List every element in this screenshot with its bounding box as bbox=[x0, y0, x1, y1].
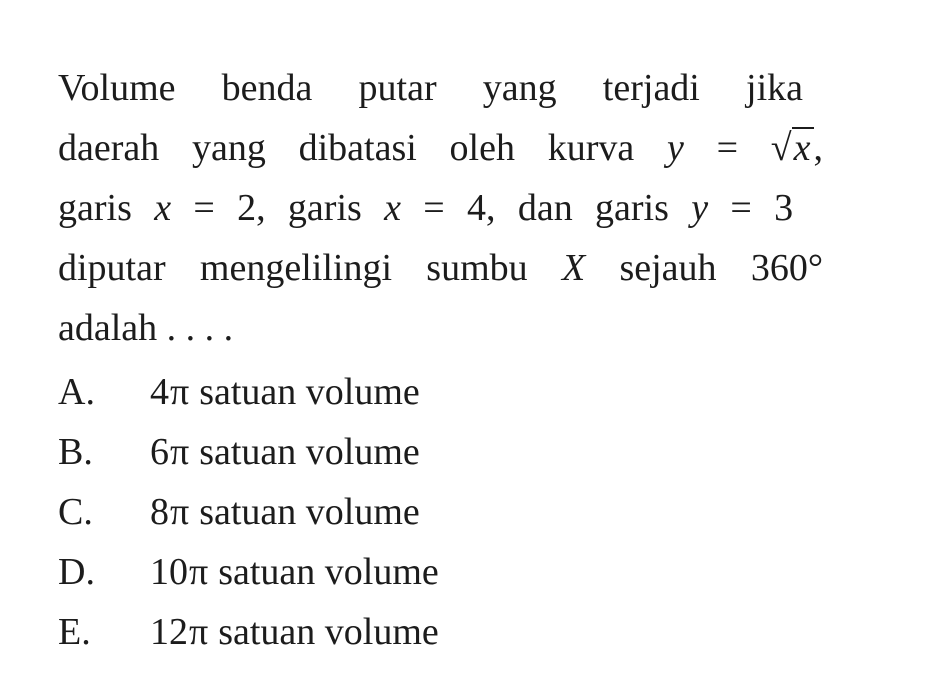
option-coefficient: 4 bbox=[150, 371, 169, 413]
question-line-5: adalah . . . . bbox=[58, 307, 234, 349]
option-b[interactable] bbox=[58, 422, 758, 482]
pi-symbol: π bbox=[189, 611, 209, 653]
question-text bbox=[58, 58, 838, 358]
pi-symbol: π bbox=[170, 431, 190, 473]
equals-sign: = bbox=[716, 127, 739, 169]
option-coefficient: 12 bbox=[150, 611, 188, 653]
option-e[interactable] bbox=[58, 602, 758, 662]
question-line-1: Volume benda putar yang terjadi jika bbox=[58, 67, 803, 109]
radical-sign: √ bbox=[770, 127, 792, 169]
option-coefficient: 6 bbox=[150, 431, 169, 473]
option-a[interactable] bbox=[58, 362, 758, 422]
equation-x-2: = 2, bbox=[193, 187, 266, 229]
pi-symbol: π bbox=[170, 371, 190, 413]
option-letter: A. bbox=[58, 371, 95, 413]
pi-symbol: π bbox=[170, 491, 190, 533]
garis-word-2: garis bbox=[287, 187, 362, 229]
variable-y: y bbox=[666, 127, 684, 169]
question-line-2-text: daerah yang dibatasi oleh kurva bbox=[58, 127, 635, 169]
option-letter: E. bbox=[58, 611, 91, 653]
option-letter: D. bbox=[58, 551, 95, 593]
question-line-4 bbox=[58, 238, 823, 298]
equation-y-3: = 3 bbox=[730, 187, 794, 229]
option-unit: satuan volume bbox=[218, 551, 439, 593]
sejauh-360: sejauh 360° bbox=[619, 247, 824, 289]
comma: , bbox=[813, 127, 824, 169]
option-letter: B. bbox=[58, 431, 93, 473]
option-d[interactable] bbox=[58, 542, 758, 602]
variable-x-2: x bbox=[384, 187, 401, 229]
option-coefficient: 8 bbox=[150, 491, 169, 533]
option-letter: C. bbox=[58, 491, 93, 533]
option-c[interactable] bbox=[58, 482, 758, 542]
question-line-4-text: diputar mengelilingi sumbu bbox=[58, 247, 528, 289]
pi-symbol: π bbox=[189, 551, 209, 593]
garis-word-1: garis bbox=[58, 187, 132, 229]
equation-x-4: = 4, bbox=[423, 187, 496, 229]
option-coefficient: 10 bbox=[150, 551, 188, 593]
answer-options bbox=[58, 362, 758, 662]
question-line-3 bbox=[58, 178, 793, 238]
option-unit: satuan volume bbox=[199, 491, 420, 533]
dan-garis-words: dan garis bbox=[517, 187, 669, 229]
question-line-2 bbox=[58, 118, 823, 178]
option-unit: satuan volume bbox=[218, 611, 439, 653]
axis-x: X bbox=[561, 247, 586, 289]
radicand-x: x bbox=[792, 127, 814, 167]
sqrt-expression bbox=[771, 118, 823, 178]
variable-x-1: x bbox=[154, 187, 172, 229]
option-unit: satuan volume bbox=[199, 371, 420, 413]
variable-y-2: y bbox=[691, 187, 709, 229]
option-unit: satuan volume bbox=[199, 431, 420, 473]
